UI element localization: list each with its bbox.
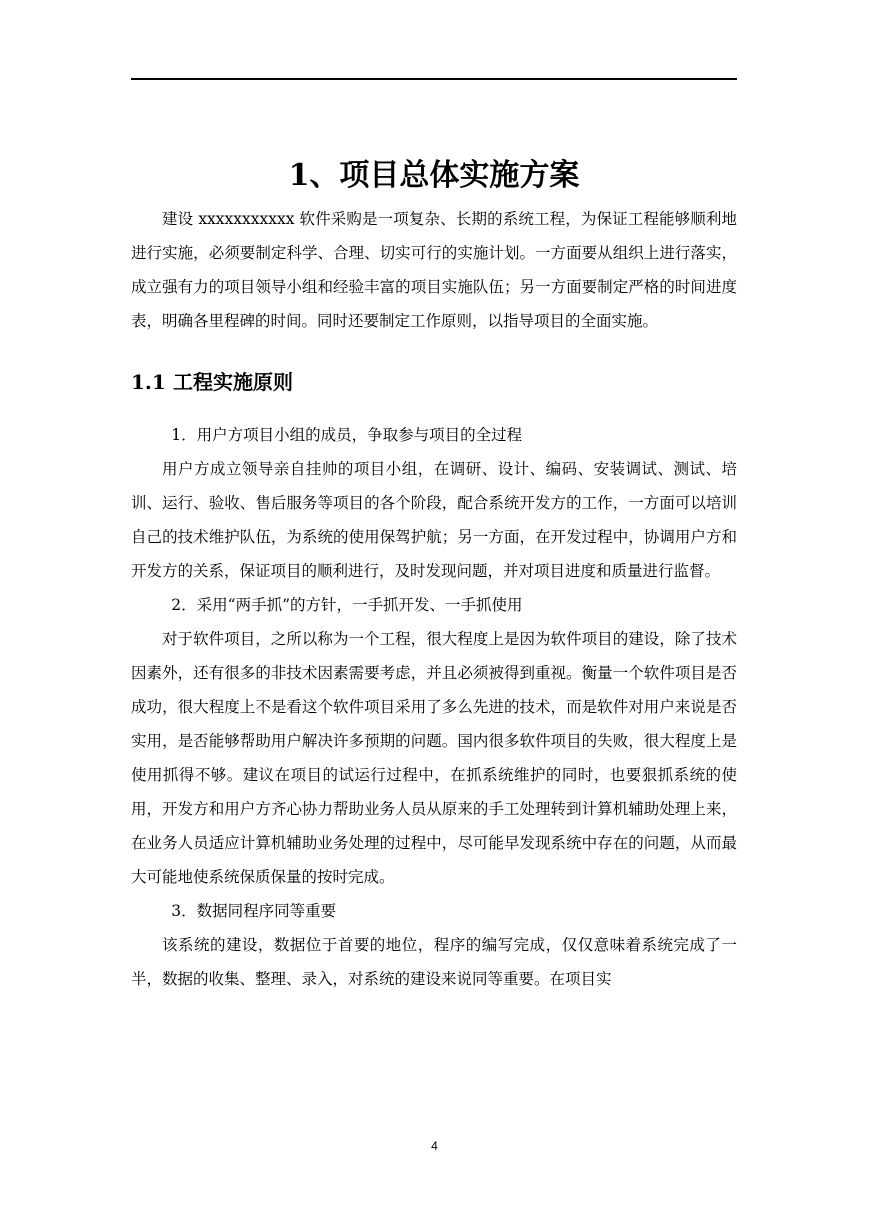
page-content: [131, 150, 737, 996]
section-heading: [131, 362, 737, 402]
section-title: 工程实施原则: [173, 370, 293, 394]
section-number: 1.1: [131, 370, 166, 394]
principle-1-body: 用户方成立领导亲自挂帅的项目小组，在调研、设计、编码、安装调试、测试、培训、运行、验收、售后服务等项目的各个阶段，配合系统开发方的工作，一方面可以培训自己的技术维护队伍，为系统的使用保驾护航；另一方面，在开发过程中，协调用户方和开发方的关系，保证项目的顺利进行，及时发现问题，并对项目进度和质量进行监督。: [131, 460, 737, 580]
header-rule: [131, 78, 737, 80]
principle-2-body: 对于软件项目，之所以称为一个工程，很大程度上是因为软件项目的建设，除了技术因素外，还有很多的非技术因素需要考虑，并且必须被得到重视。衡量一个软件项目是否成功，很大程度上不是看这个软件项目采用了多么先进的技术，而是软件对用户来说是否实用，是否能够帮助用户解决许多预期的问题。国内很多软件项目的失败，很大程度上是使用抓得不够。建议在项目的试运行过程中，在抓系统维护的同时，也要狠抓系统的使用，开发方和用户方齐心协力帮助业务人员从原来的手工处理转到计算机辅助处理上来，在业务人员适应计算机辅助业务处理的过程中，尽可能早发现系统中存在的问题，从而最大可能地使系统保质保量的按时完成。: [131, 630, 737, 886]
chapter-intro-paragraph: 建设 xxxxxxxxxxx 软件采购是一项复杂、长期的系统工程，为保证工程能够顺利地进行实施，必须要制定科学、合理、切实可行的实施计划。一方面要从组织上进行落实，成立强有力的项目领导小组和经验丰富的项目实施队伍；另一方面要制定严格的时间进度表，明确各里程碑的时间。同时还要制定工作原则，以指导项目的全面实施。: [131, 210, 737, 330]
principle-2-heading: 2．采用“两手抓”的方针，一手抓开发、一手抓使用: [171, 596, 523, 614]
principle-3-heading: 3．数据同程序同等重要: [171, 902, 337, 920]
principle-3-body: 该系统的建设，数据位于首要的地位，程序的编写完成，仅仅意味着系统完成了一半，数据的收集、整理、录入，对系统的建设来说同等重要。在项目实: [131, 936, 737, 988]
principle-1-heading: 1．用户方项目小组的成员，争取参与项目的全过程: [171, 426, 523, 444]
page-number: 4: [431, 1139, 438, 1153]
chapter-title: 1、项目总体实施方案: [288, 158, 580, 193]
